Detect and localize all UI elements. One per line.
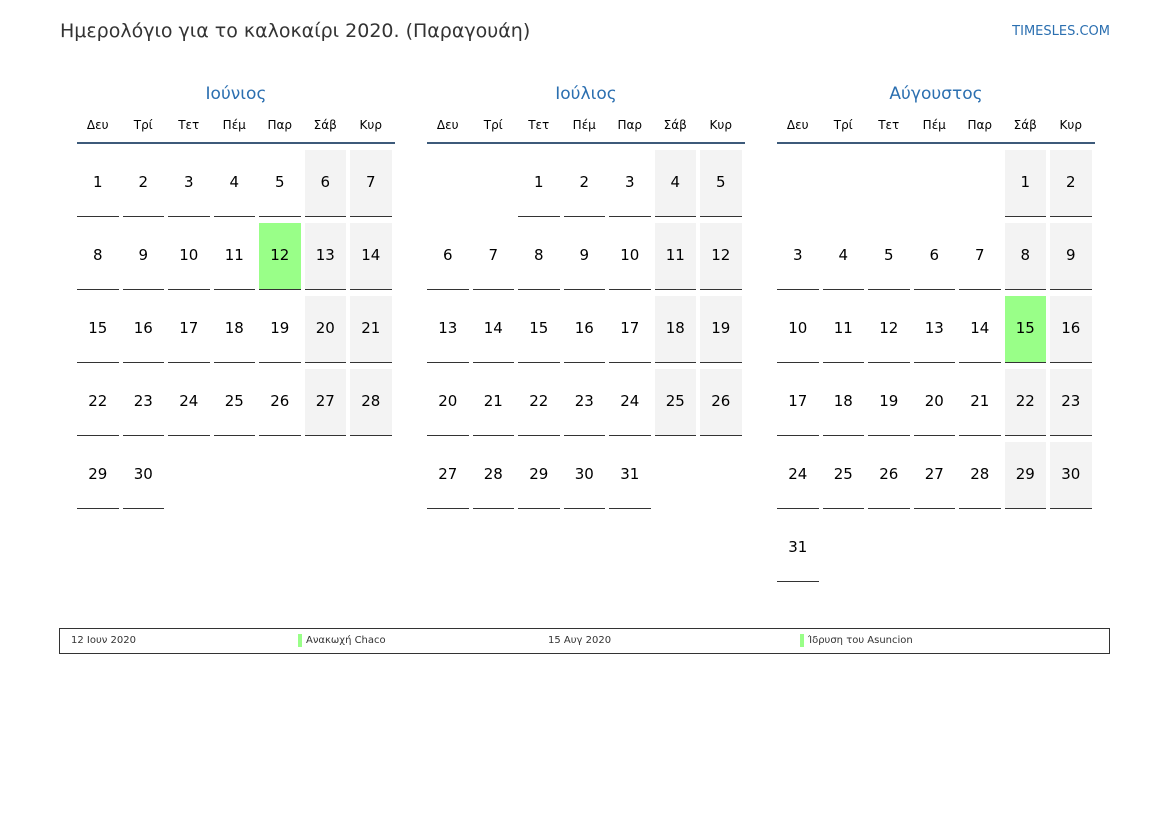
week-row: [77, 144, 395, 217]
day-cell[interactable]: [259, 144, 301, 217]
week-row: [777, 217, 1095, 290]
day-cell[interactable]: [305, 217, 347, 290]
legend-date: 15 Αυγ 2020: [548, 635, 612, 646]
day-number: 29: [1005, 442, 1047, 509]
day-number: 11: [655, 223, 697, 290]
day-number: 9: [564, 223, 606, 290]
month-july: [427, 80, 745, 509]
day-cell[interactable]: [655, 144, 697, 217]
day-cell[interactable]: [168, 144, 210, 217]
weekday-label: Δευ: [86, 118, 109, 132]
day-cell[interactable]: [609, 290, 651, 363]
empty-day: [655, 436, 697, 509]
day-cell[interactable]: [1005, 217, 1047, 290]
week-row: [427, 144, 745, 217]
day-number: 5: [700, 150, 742, 217]
weekday-label: Πέμ: [922, 118, 946, 132]
day-number: 3: [777, 223, 819, 290]
weekday-label: Παρ: [267, 118, 293, 132]
day-number: 22: [77, 369, 119, 436]
day-cell[interactable]: [564, 217, 606, 290]
day-number: 8: [1005, 223, 1047, 290]
day-cell[interactable]: [655, 290, 697, 363]
day-cell[interactable]: [168, 290, 210, 363]
month-name: Αύγουστος: [889, 84, 983, 104]
weekday-label: Τετ: [528, 118, 550, 132]
day-cell[interactable]: [473, 436, 515, 509]
week-row: [777, 290, 1095, 363]
day-number: 11: [214, 223, 256, 290]
legend-date: 12 Ιουν 2020: [71, 635, 136, 646]
weekday-label: Κυρ: [359, 118, 382, 132]
empty-day: [1005, 509, 1047, 582]
day-cell[interactable]: [77, 436, 119, 509]
week-row: [77, 436, 395, 509]
empty-day: [868, 509, 910, 582]
day-number: 27: [427, 442, 469, 509]
day-cell[interactable]: [655, 217, 697, 290]
legend-name: Ίδρυση του Asuncion: [808, 635, 913, 646]
day-cell[interactable]: [914, 436, 956, 509]
day-cell[interactable]: [214, 144, 256, 217]
day-number: 12: [259, 223, 301, 290]
day-number: 15: [77, 296, 119, 363]
day-number: 6: [305, 150, 347, 217]
day-number: 21: [473, 369, 515, 436]
day-number: 23: [564, 369, 606, 436]
weekday-header: [427, 109, 745, 144]
day-cell[interactable]: [427, 217, 469, 290]
day-cell[interactable]: [259, 363, 301, 436]
day-cell[interactable]: [1005, 436, 1047, 509]
empty-day: [823, 509, 865, 582]
day-cell[interactable]: [609, 363, 651, 436]
day-number: 16: [1050, 296, 1092, 363]
weekday-label: Σάβ: [663, 118, 687, 132]
day-number: 25: [655, 369, 697, 436]
day-cell[interactable]: [823, 217, 865, 290]
day-cell[interactable]: [350, 290, 392, 363]
weekday-label: Παρ: [967, 118, 993, 132]
day-number: 30: [123, 442, 165, 509]
day-cell[interactable]: [868, 217, 910, 290]
day-cell[interactable]: [609, 217, 651, 290]
day-cell[interactable]: [1050, 363, 1092, 436]
day-cell[interactable]: [518, 217, 560, 290]
day-number: 11: [823, 296, 865, 363]
day-number: 4: [214, 150, 256, 217]
day-number: 22: [518, 369, 560, 436]
day-cell[interactable]: [914, 363, 956, 436]
empty-day: [959, 509, 1001, 582]
day-number: 21: [350, 296, 392, 363]
weekday-label: Τρί: [833, 118, 853, 132]
day-cell[interactable]: [959, 290, 1001, 363]
day-cell[interactable]: [473, 290, 515, 363]
day-cell[interactable]: [959, 217, 1001, 290]
day-number: 12: [700, 223, 742, 290]
site-link[interactable]: TIMESLES.COM: [1012, 24, 1110, 39]
weekday-label: Δευ: [786, 118, 809, 132]
week-row: [427, 217, 745, 290]
day-cell[interactable]: [427, 290, 469, 363]
day-cell[interactable]: [609, 144, 651, 217]
day-cell[interactable]: [564, 363, 606, 436]
day-cell[interactable]: [914, 217, 956, 290]
day-cell[interactable]: [350, 217, 392, 290]
day-number: 24: [609, 369, 651, 436]
day-number: 13: [427, 296, 469, 363]
empty-day: [427, 144, 469, 217]
month-name: Ιούλιος: [555, 84, 617, 104]
day-cell[interactable]: [259, 290, 301, 363]
weekday-header: [777, 109, 1095, 144]
day-number: 14: [959, 296, 1001, 363]
day-cell[interactable]: [700, 217, 742, 290]
day-number: 14: [350, 223, 392, 290]
day-cell[interactable]: [214, 290, 256, 363]
day-number: 17: [168, 296, 210, 363]
day-cell[interactable]: [305, 144, 347, 217]
day-number: 12: [868, 296, 910, 363]
day-cell[interactable]: [777, 217, 819, 290]
day-cell[interactable]: [1050, 217, 1092, 290]
day-cell[interactable]: [914, 290, 956, 363]
day-number: 26: [259, 369, 301, 436]
month-name: Ιούνιος: [205, 84, 267, 104]
empty-day: [259, 436, 301, 509]
day-number: 8: [77, 223, 119, 290]
empty-day: [868, 144, 910, 217]
week-row: [777, 144, 1095, 217]
day-number: 9: [1050, 223, 1092, 290]
day-cell[interactable]: [77, 363, 119, 436]
day-number: 18: [214, 296, 256, 363]
day-cell[interactable]: [655, 363, 697, 436]
day-cell[interactable]: [1005, 290, 1047, 363]
day-cell[interactable]: [518, 144, 560, 217]
day-number: 24: [777, 442, 819, 509]
week-row: [777, 509, 1095, 582]
day-number: 20: [427, 369, 469, 436]
empty-day: [168, 436, 210, 509]
day-cell[interactable]: [123, 363, 165, 436]
day-number: 18: [823, 369, 865, 436]
day-number: 1: [518, 150, 560, 217]
day-number: 20: [914, 369, 956, 436]
day-number: 22: [1005, 369, 1047, 436]
weekday-label: Παρ: [617, 118, 643, 132]
day-cell[interactable]: [868, 436, 910, 509]
day-number: 26: [868, 442, 910, 509]
week-row: [427, 290, 745, 363]
day-number: 5: [259, 150, 301, 217]
day-number: 18: [655, 296, 697, 363]
day-cell[interactable]: [77, 217, 119, 290]
day-number: 7: [350, 150, 392, 217]
day-number: 26: [700, 369, 742, 436]
day-number: 19: [868, 369, 910, 436]
day-cell[interactable]: [123, 436, 165, 509]
legend-marker: [800, 634, 804, 647]
day-cell[interactable]: [305, 290, 347, 363]
holiday-legend: [59, 628, 1110, 654]
day-cell[interactable]: [1050, 144, 1092, 217]
empty-day: [914, 144, 956, 217]
weekday-label: Πέμ: [572, 118, 596, 132]
day-number: 2: [564, 150, 606, 217]
day-cell[interactable]: [123, 217, 165, 290]
day-number: 13: [914, 296, 956, 363]
weekday-label: Τρί: [133, 118, 153, 132]
day-number: 23: [1050, 369, 1092, 436]
day-cell[interactable]: [123, 144, 165, 217]
day-number: 2: [1050, 150, 1092, 217]
day-cell[interactable]: [777, 290, 819, 363]
day-number: 13: [305, 223, 347, 290]
day-cell[interactable]: [77, 144, 119, 217]
day-cell[interactable]: [350, 363, 392, 436]
day-number: 31: [609, 442, 651, 509]
day-cell[interactable]: [518, 290, 560, 363]
week-row: [77, 290, 395, 363]
day-number: 4: [655, 150, 697, 217]
day-number: 27: [305, 369, 347, 436]
weekday-label: Τρί: [483, 118, 503, 132]
day-number: 4: [823, 223, 865, 290]
week-row: [427, 436, 745, 509]
day-number: 5: [868, 223, 910, 290]
day-cell[interactable]: [700, 363, 742, 436]
day-number: 6: [427, 223, 469, 290]
empty-day: [214, 436, 256, 509]
day-cell[interactable]: [1005, 363, 1047, 436]
weekday-label: Κυρ: [709, 118, 732, 132]
day-number: 10: [777, 296, 819, 363]
month-august: [777, 80, 1095, 582]
weekday-label: Σάβ: [313, 118, 337, 132]
day-number: 9: [123, 223, 165, 290]
empty-day: [350, 436, 392, 509]
empty-day: [777, 144, 819, 217]
day-number: 7: [473, 223, 515, 290]
day-number: 28: [350, 369, 392, 436]
week-row: [77, 217, 395, 290]
day-cell[interactable]: [259, 217, 301, 290]
day-number: 24: [168, 369, 210, 436]
week-row: [777, 363, 1095, 436]
day-cell[interactable]: [168, 217, 210, 290]
day-number: 1: [77, 150, 119, 217]
day-cell[interactable]: [1005, 144, 1047, 217]
day-number: 25: [214, 369, 256, 436]
day-cell[interactable]: [564, 290, 606, 363]
day-number: 23: [123, 369, 165, 436]
week-row: [77, 363, 395, 436]
day-number: 27: [914, 442, 956, 509]
day-number: 2: [123, 150, 165, 217]
day-cell[interactable]: [868, 290, 910, 363]
weekday-label: Τετ: [178, 118, 200, 132]
day-number: 16: [123, 296, 165, 363]
week-row: [777, 436, 1095, 509]
empty-day: [305, 436, 347, 509]
day-cell[interactable]: [777, 509, 819, 582]
day-cell[interactable]: [518, 436, 560, 509]
week-row: [427, 363, 745, 436]
day-number: 17: [777, 369, 819, 436]
day-number: 28: [959, 442, 1001, 509]
day-cell[interactable]: [77, 290, 119, 363]
day-number: 19: [700, 296, 742, 363]
day-cell[interactable]: [168, 363, 210, 436]
legend-name: Ανακωχή Chaco: [306, 635, 386, 646]
day-cell[interactable]: [777, 363, 819, 436]
day-cell[interactable]: [609, 436, 651, 509]
legend-marker: [298, 634, 302, 647]
page-title: Ημερολόγιο για το καλοκαίρι 2020. (Παραγουάη): [60, 20, 531, 42]
day-cell[interactable]: [427, 363, 469, 436]
day-number: 8: [518, 223, 560, 290]
day-cell[interactable]: [564, 436, 606, 509]
weekday-label: Σάβ: [1013, 118, 1037, 132]
empty-day: [700, 436, 742, 509]
day-cell[interactable]: [473, 217, 515, 290]
day-number: 20: [305, 296, 347, 363]
day-number: 31: [777, 515, 819, 582]
day-number: 30: [564, 442, 606, 509]
day-number: 14: [473, 296, 515, 363]
weekday-label: Δευ: [436, 118, 459, 132]
weekday-label: Κυρ: [1059, 118, 1082, 132]
day-cell[interactable]: [305, 363, 347, 436]
day-cell[interactable]: [868, 363, 910, 436]
empty-day: [823, 144, 865, 217]
day-cell[interactable]: [564, 144, 606, 217]
day-number: 3: [609, 150, 651, 217]
day-number: 10: [168, 223, 210, 290]
day-cell[interactable]: [427, 436, 469, 509]
day-cell[interactable]: [823, 363, 865, 436]
day-cell[interactable]: [350, 144, 392, 217]
day-number: 17: [609, 296, 651, 363]
day-cell[interactable]: [214, 363, 256, 436]
day-cell[interactable]: [700, 290, 742, 363]
month-june: [77, 80, 395, 509]
day-cell[interactable]: [823, 290, 865, 363]
weekday-label: Πέμ: [222, 118, 246, 132]
day-number: 16: [564, 296, 606, 363]
day-cell[interactable]: [777, 436, 819, 509]
day-cell[interactable]: [959, 436, 1001, 509]
day-number: 29: [77, 442, 119, 509]
day-number: 1: [1005, 150, 1047, 217]
empty-day: [473, 144, 515, 217]
weekday-header: [77, 109, 395, 144]
weekday-label: Τετ: [878, 118, 900, 132]
day-cell[interactable]: [1050, 436, 1092, 509]
day-cell[interactable]: [214, 217, 256, 290]
day-number: 21: [959, 369, 1001, 436]
day-number: 15: [518, 296, 560, 363]
empty-day: [959, 144, 1001, 217]
day-cell[interactable]: [700, 144, 742, 217]
day-number: 28: [473, 442, 515, 509]
day-number: 3: [168, 150, 210, 217]
empty-day: [1050, 509, 1092, 582]
day-cell[interactable]: [473, 363, 515, 436]
day-number: 25: [823, 442, 865, 509]
day-cell[interactable]: [823, 436, 865, 509]
day-number: 19: [259, 296, 301, 363]
day-number: 7: [959, 223, 1001, 290]
empty-day: [914, 509, 956, 582]
day-number: 15: [1005, 296, 1047, 363]
day-number: 10: [609, 223, 651, 290]
day-cell[interactable]: [959, 363, 1001, 436]
day-number: 6: [914, 223, 956, 290]
day-number: 30: [1050, 442, 1092, 509]
day-cell[interactable]: [1050, 290, 1092, 363]
day-cell[interactable]: [518, 363, 560, 436]
day-number: 29: [518, 442, 560, 509]
day-cell[interactable]: [123, 290, 165, 363]
